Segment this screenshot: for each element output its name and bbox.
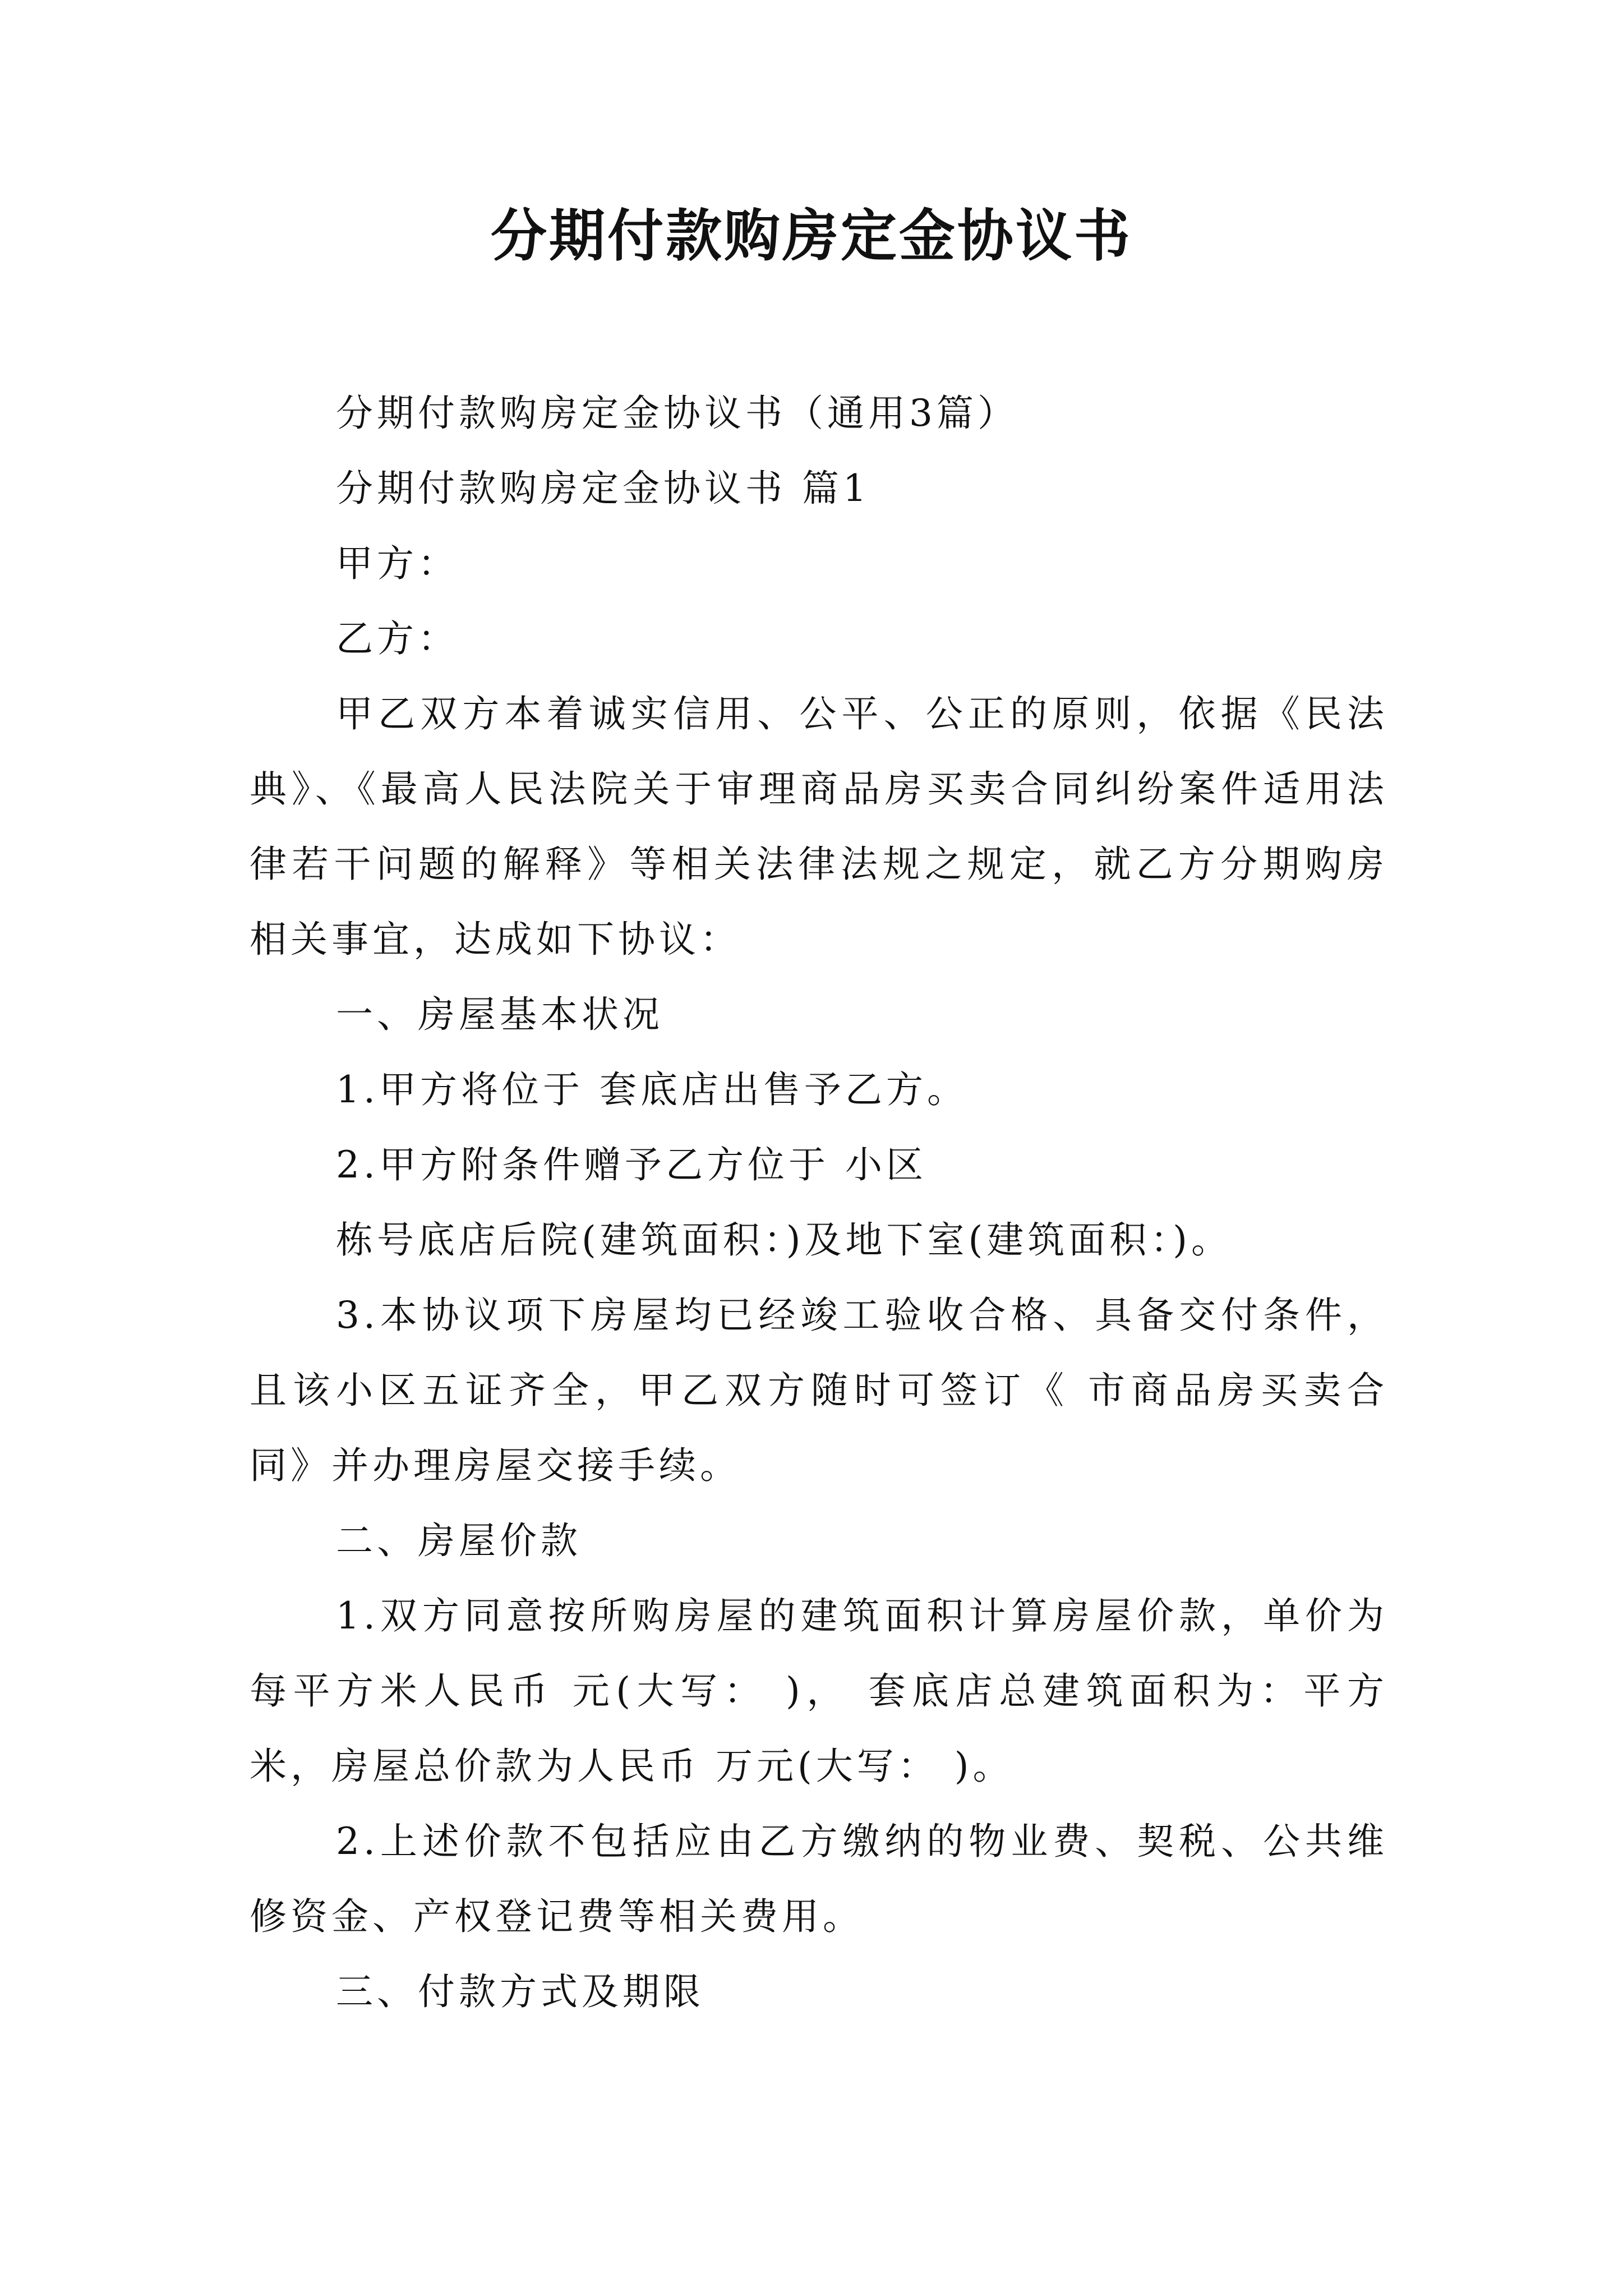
clause-1-2-continued: 栋号底店后院(建筑面积：)及地下室(建筑面积：)。: [336, 1218, 1232, 1262]
clause-2-2: 2.上述价款不包括应由乙方缴纳的物业费、契税、公共维修资金、产权登记费等相关费用。: [250, 1820, 1388, 1938]
clause-1-1: 1.甲方将位于 套底店出售予乙方。: [336, 1068, 968, 1111]
section-heading-part1: 分期付款购房定金协议书 篇1: [336, 467, 870, 510]
clause-1-2: 2.甲方附条件赠予乙方位于 小区: [336, 1143, 927, 1186]
document-body: [250, 376, 1388, 2030]
party-b-line: 乙方：: [336, 617, 459, 660]
subtitle-paragraph: 分期付款购房定金协议书（通用3篇）: [336, 392, 1018, 435]
clause-heading-1: 一、房屋基本状况: [336, 993, 663, 1036]
clause-2-1: 1.双方同意按所购房屋的建筑面积计算房屋价款，单价为每平方米人民币 元(大写： )， 套底店总建筑面积为：平方米，房屋总价款为人民币 万元(大写： )。: [250, 1594, 1388, 1788]
party-a-line: 甲方：: [336, 542, 459, 585]
clause-heading-2: 二、房屋价款: [336, 1519, 582, 1562]
document-title: 分期付款购房定金协议书: [491, 203, 1132, 269]
clause-1-3: 3.本协议项下房屋均已经竣工验收合格、具备交付条件，且该小区五证齐全，甲乙双方随时可签订《 市商品房买卖合同》并办理房屋交接手续。: [250, 1294, 1388, 1487]
clause-heading-3: 三、付款方式及期限: [336, 1970, 704, 2013]
preamble-paragraph: 甲乙双方本着诚实信用、公平、公正的原则，依据《民法典》、《最高人民法院关于审理商品房买卖合同纠纷案件适用法律若干问题的解释》等相关法律法规之规定，就乙方分期购房相关事宜，达成如下协议：: [250, 692, 1388, 961]
